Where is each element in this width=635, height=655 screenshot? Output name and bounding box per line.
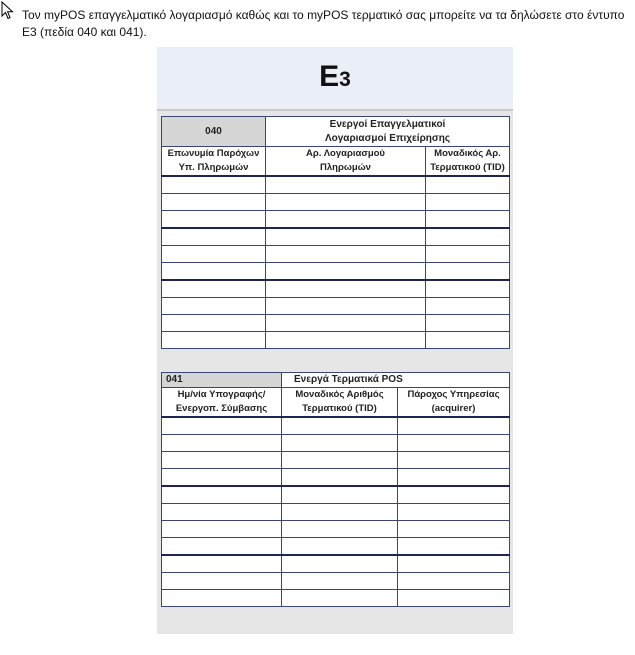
table-row [162,521,510,538]
table-cell[interactable] [162,486,282,504]
col-contract-date-line1: Ημ/νία Υπογραφής/ [177,389,266,400]
table-cell[interactable] [162,521,282,538]
table-cell[interactable] [426,298,510,315]
table-cell[interactable] [162,211,266,229]
table-cell[interactable] [266,298,426,315]
table-row [162,452,510,469]
table-cell[interactable] [162,538,282,556]
table-cell[interactable] [266,194,426,211]
table-cell[interactable] [162,246,266,263]
table-cell[interactable] [426,176,510,194]
table-cell[interactable] [282,486,398,504]
table-row [162,211,510,229]
table-cell[interactable] [398,452,510,469]
table-cell[interactable] [266,176,426,194]
table-cell[interactable] [398,486,510,504]
table-row [162,194,510,211]
table-cell[interactable] [426,315,510,332]
col-terminal-unique-id-line2: Τερματικού (TID) [302,403,377,414]
table-cell[interactable] [282,555,398,573]
table-cell[interactable] [282,452,398,469]
table-cell[interactable] [282,469,398,487]
table-cell[interactable] [398,435,510,452]
table-cell[interactable] [266,332,426,349]
table-cell[interactable] [398,573,510,590]
table-cell[interactable] [426,228,510,246]
table-cell[interactable] [426,280,510,298]
table-cell[interactable] [162,590,282,607]
col-provider-name-line1: Επωνυμία Παρόχων [167,148,260,159]
table-row [162,417,510,435]
col-terminal-id-line2: Τερματικού (TID) [430,162,505,173]
table-cell[interactable] [162,176,266,194]
form-title-main: Ε [319,60,340,93]
section-040-title [266,117,510,147]
section-040-table [161,116,510,349]
table-row [162,573,510,590]
table-cell[interactable] [162,469,282,487]
table-cell[interactable] [282,435,398,452]
table-cell[interactable] [162,298,266,315]
col-account-number-line1: Αρ. Λογαριασμού [306,148,385,159]
col-terminal-unique-id [282,388,398,418]
table-cell[interactable] [162,332,266,349]
table-cell[interactable] [162,504,282,521]
form-header [157,47,513,111]
table-cell[interactable] [282,573,398,590]
col-acquirer-line1: Πάροχος Υπηρεσίας [407,389,500,400]
table-cell[interactable] [266,315,426,332]
section-041-title: Ενεργά Τερματικά POS [282,373,510,388]
col-contract-date-line2: Ενεργοπ. Σύμβασης [175,403,268,414]
form-title-sub: 3 [339,68,351,91]
col-terminal-unique-id-line1: Μοναδικός Αριθμός [295,389,384,400]
section-041-code: 041 [162,373,282,388]
table-cell[interactable] [162,417,282,435]
table-row [162,263,510,281]
table-cell[interactable] [162,452,282,469]
table-cell[interactable] [398,521,510,538]
table-cell[interactable] [282,521,398,538]
table-cell[interactable] [398,555,510,573]
table-cell[interactable] [398,504,510,521]
table-cell[interactable] [282,504,398,521]
table-row [162,435,510,452]
intro-paragraph: Τον myPOS επαγγελματικό λογαριασμό καθώς και το myPOS τερματικό σας μπορείτε να τα δηλώσετε στο έντυπο Ε3 (πεδία 040 και 041). [22,8,625,39]
table-cell[interactable] [266,211,426,229]
table-cell[interactable] [162,228,266,246]
table-row [162,228,510,246]
table-cell[interactable] [398,469,510,487]
table-cell[interactable] [398,417,510,435]
table-row [162,486,510,504]
section-040-code: 040 [162,117,266,147]
table-cell[interactable] [266,246,426,263]
table-cell[interactable] [282,417,398,435]
table-row [162,590,510,607]
col-account-number [266,147,426,177]
col-contract-date [162,388,282,418]
col-acquirer-line2: (acquirer) [431,403,476,414]
table-cell[interactable] [162,555,282,573]
col-terminal-id [426,147,510,177]
table-cell[interactable] [162,194,266,211]
table-cell[interactable] [162,573,282,590]
section-041-table [161,372,510,607]
col-provider-name-line2: Υπ. Πληρωμών [178,162,249,173]
e3-form-excerpt [157,47,513,634]
table-cell[interactable] [162,263,266,281]
table-cell[interactable] [266,280,426,298]
table-cell[interactable] [282,590,398,607]
table-cell[interactable] [266,263,426,281]
col-terminal-id-line1: Μοναδικός Αρ. [434,148,501,159]
table-row [162,176,510,194]
form-title [157,59,513,98]
table-cell[interactable] [398,538,510,556]
section-040-title-line1: Ενεργοί Επαγγελματικοί [329,118,446,130]
col-account-number-line2: Πληρωμών [320,162,371,173]
col-acquirer [398,388,510,418]
table-cell[interactable] [162,280,266,298]
table-row [162,246,510,263]
table-cell[interactable] [426,246,510,263]
section-040-title-line2: Λογαριασμοί Επιχείρησης [324,132,451,144]
table-row [162,504,510,521]
table-cell[interactable] [426,263,510,281]
table-cell[interactable] [282,538,398,556]
table-cell[interactable] [426,332,510,349]
mouse-pointer-icon [1,1,15,21]
table-row [162,280,510,298]
table-row [162,332,510,349]
table-cell[interactable] [426,194,510,211]
table-cell[interactable] [162,315,266,332]
table-cell[interactable] [162,435,282,452]
table-cell[interactable] [426,211,510,229]
table-cell[interactable] [266,228,426,246]
table-row [162,469,510,487]
table-row [162,538,510,556]
col-provider-name [162,147,266,177]
table-cell[interactable] [398,590,510,607]
table-row [162,298,510,315]
table-row [162,315,510,332]
table-row [162,555,510,573]
